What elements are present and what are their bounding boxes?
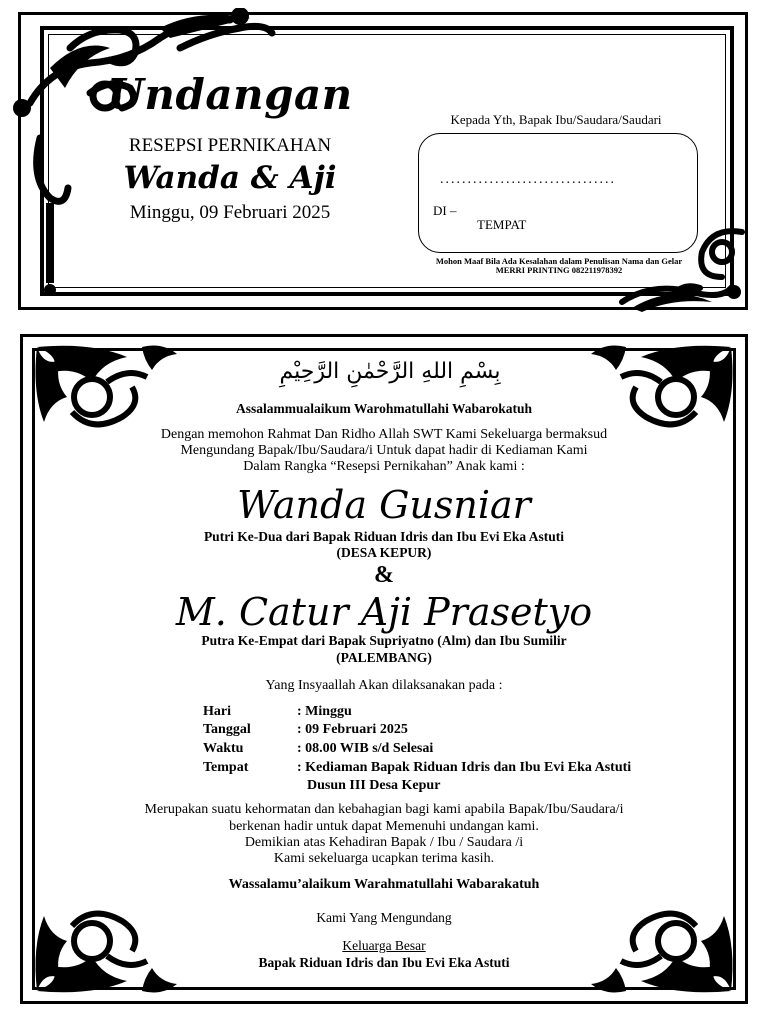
groom-name: M. Catur Aji Prasetyo (175, 590, 593, 634)
bride-name: Wanda Gusniar (237, 483, 531, 527)
event-place-value: : Kediaman Bapak Riduan Idris dan Ibu Evi Eka Astuti (297, 760, 632, 775)
family-names: Bapak Riduan Idris dan Ibu Evi Eka Astuti (258, 955, 510, 970)
bride-origin: (DESA KEPUR) (336, 545, 432, 560)
intro-line: Dalam Rangka “Resepsi Pernikahan” Anak kami : (243, 459, 525, 474)
intro-line: Dengan memohon Rahmat Dan Ridho Allah SWT Kami Sekeluarga bermaksud (160, 427, 608, 442)
event-date-label: Tanggal (203, 722, 251, 737)
corner-ornament-icon (32, 342, 182, 437)
closing-line: Demikian atas Kehadiran Bapak / Ibu / Saudara /i (244, 835, 524, 850)
event-day-value: : Minggu (297, 704, 352, 719)
event-place-value-line2: Dusun III Desa Kepur (307, 778, 441, 793)
closing-line: Kami sekeluarga ucapkan terima kasih. (273, 851, 495, 866)
basmalah-text: بِسْمِ اللهِ الرَّحْمٰنِ الرَّحِيْمِ (279, 359, 501, 384)
event-time-label: Waktu (203, 741, 244, 756)
recipient-place-label: TEMPAT (477, 217, 527, 232)
recipient-di-label: DI – (433, 203, 457, 218)
apology-note: Mohon Maaf Bila Ada Kesalahan dalam Penulisan Nama dan Gelar (435, 256, 683, 266)
envelope-couple-names: Wanda & Aji (123, 160, 337, 196)
bride-parents: Putri Ke-Dua dari Bapak Riduan Idris dan Ibu Evi Eka Astuti (203, 529, 565, 544)
event-day-label: Hari (203, 704, 231, 719)
event-date-value: : 09 Februari 2025 (297, 722, 408, 737)
groom-origin: (PALEMBANG) (336, 650, 432, 665)
envelope-title: Undangan (107, 70, 353, 119)
closing-greeting: Wassalamu’alaikum Warahmatullahi Wabarakatuh (228, 877, 540, 892)
corner-ornament-icon (586, 342, 736, 437)
closing-line: berkenan hadir untuk dapat Memenuhi undangan kami. (229, 819, 539, 834)
swirl-ornament-icon (10, 8, 300, 308)
printer-credit: MERRI PRINTING 082211978392 (495, 265, 623, 275)
recipient-box (418, 133, 698, 253)
event-time-value: : 08.00 WIB s/d Selesai (297, 741, 434, 756)
envelope-subtitle: RESEPSI PERNIKAHAN (128, 135, 332, 156)
event-place-label: Tempat (203, 760, 249, 775)
recipient-label: Kepada Yth, Bapak Ibu/Saudara/Saudari (450, 112, 662, 127)
groom-parents: Putra Ke-Empat dari Bapak Supriyatno (Alm) dan Ibu Sumilir (201, 633, 567, 648)
closing-line: Merupakan suatu kehormatan dan kebahagian bagi kami apabila Bapak/Ibu/Saudara/i (144, 802, 624, 817)
event-intro: Yang Insyaallah Akan dilaksanakan pada : (265, 678, 503, 693)
basmalah-calligraphy (245, 352, 535, 400)
ampersand: & (374, 562, 394, 588)
recipient-name-line: ................................ (440, 172, 616, 187)
family-label: Keluarga Besar (342, 938, 426, 953)
envelope-date: Minggu, 09 Februari 2025 (129, 202, 331, 223)
intro-line: Mengundang Bapak/Ibu/Saudara/i Untuk dapat hadir di Kediaman Kami (180, 443, 588, 458)
greeting: Assalammualaikum Warohmatullahi Wabarokatuh (235, 401, 533, 416)
signature-intro: Kami Yang Mengundang (316, 910, 452, 925)
